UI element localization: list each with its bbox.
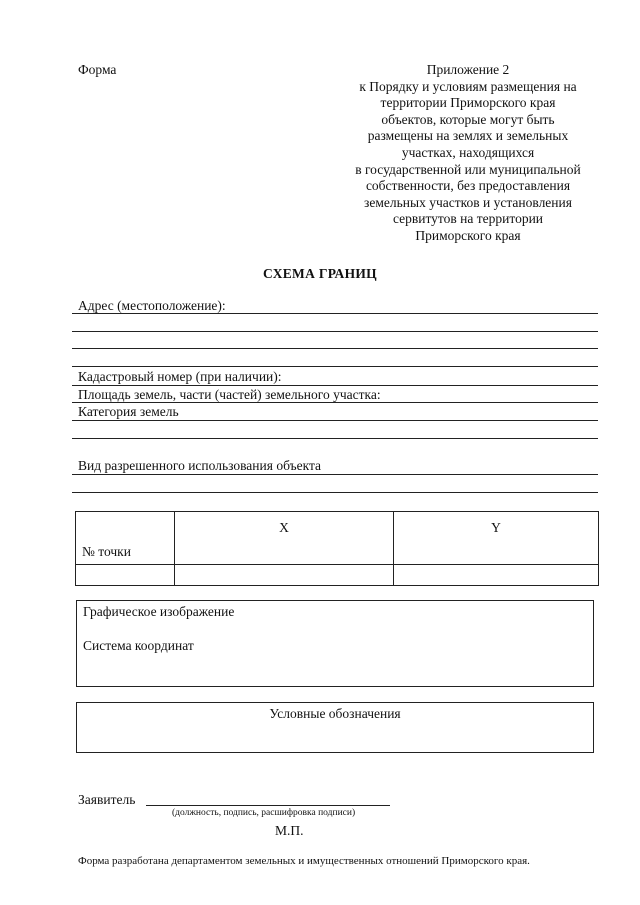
appendix-line: собственности, без предоставления bbox=[365, 178, 571, 194]
land-category-line[interactable] bbox=[72, 438, 598, 439]
usage-label: Вид разрешенного использования объекта bbox=[78, 458, 322, 473]
coordinate-system-label: Система координат bbox=[83, 638, 194, 653]
appendix-line: сервитутов на территории bbox=[392, 211, 544, 227]
appendix-line: территории Приморского края bbox=[380, 95, 556, 111]
address-line[interactable] bbox=[72, 348, 598, 349]
point-number-header: № точки bbox=[76, 512, 175, 565]
footer-note: Форма разработана департаментом земельных и имущественных отношений Приморского края. bbox=[78, 855, 530, 867]
coordinates-table bbox=[75, 511, 599, 586]
graphic-image-box bbox=[76, 600, 594, 687]
form-label: Форма bbox=[78, 62, 117, 77]
appendix-line: Приложение 2 bbox=[426, 62, 510, 77]
usage-line[interactable] bbox=[72, 474, 598, 475]
y-header: Y bbox=[394, 512, 599, 565]
applicant-label: Заявитель bbox=[78, 792, 136, 807]
appendix-line: участках, находящихся bbox=[401, 144, 535, 160]
area-line[interactable] bbox=[72, 402, 598, 403]
cadastral-line[interactable] bbox=[72, 385, 598, 386]
table-header-row bbox=[76, 512, 599, 565]
area-label: Площадь земель, части (частей) земельного участка: bbox=[78, 387, 381, 402]
usage-line[interactable] bbox=[72, 492, 598, 493]
appendix-line: объектов, которые могут быть bbox=[381, 111, 555, 127]
table-row bbox=[76, 565, 599, 586]
appendix-line: земельных участков и установления bbox=[364, 194, 572, 210]
appendix-line: Приморского края bbox=[415, 227, 521, 243]
legend-label: Условные обозначения bbox=[269, 706, 401, 721]
appendix-note bbox=[336, 62, 600, 245]
x-header: X bbox=[175, 512, 394, 565]
y-cell[interactable] bbox=[394, 565, 599, 586]
address-label: Адрес (местоположение): bbox=[78, 298, 226, 313]
address-line[interactable] bbox=[72, 366, 598, 367]
graphic-image-label: Графическое изображение bbox=[83, 604, 235, 619]
legend-box bbox=[76, 702, 594, 753]
x-cell[interactable] bbox=[175, 565, 394, 586]
signature-hint: (должность, подпись, расшифровка подписи) bbox=[172, 808, 356, 818]
appendix-line: в государственной или муниципальной bbox=[355, 161, 581, 177]
stamp-label: М.П. bbox=[275, 823, 304, 838]
signature-line[interactable] bbox=[146, 805, 390, 806]
cadastral-label: Кадастровый номер (при наличии): bbox=[78, 369, 282, 384]
address-line[interactable] bbox=[72, 313, 598, 314]
document-title: СХЕМА ГРАНИЦ bbox=[263, 266, 377, 281]
land-category-line[interactable] bbox=[72, 420, 598, 421]
appendix-line: к Порядку и условиям размещения на bbox=[359, 78, 577, 94]
point-number-cell[interactable] bbox=[76, 565, 175, 586]
land-category-label: Категория земель bbox=[78, 404, 179, 419]
appendix-line: размещены на землях и земельных bbox=[367, 128, 569, 144]
address-line[interactable] bbox=[72, 331, 598, 332]
